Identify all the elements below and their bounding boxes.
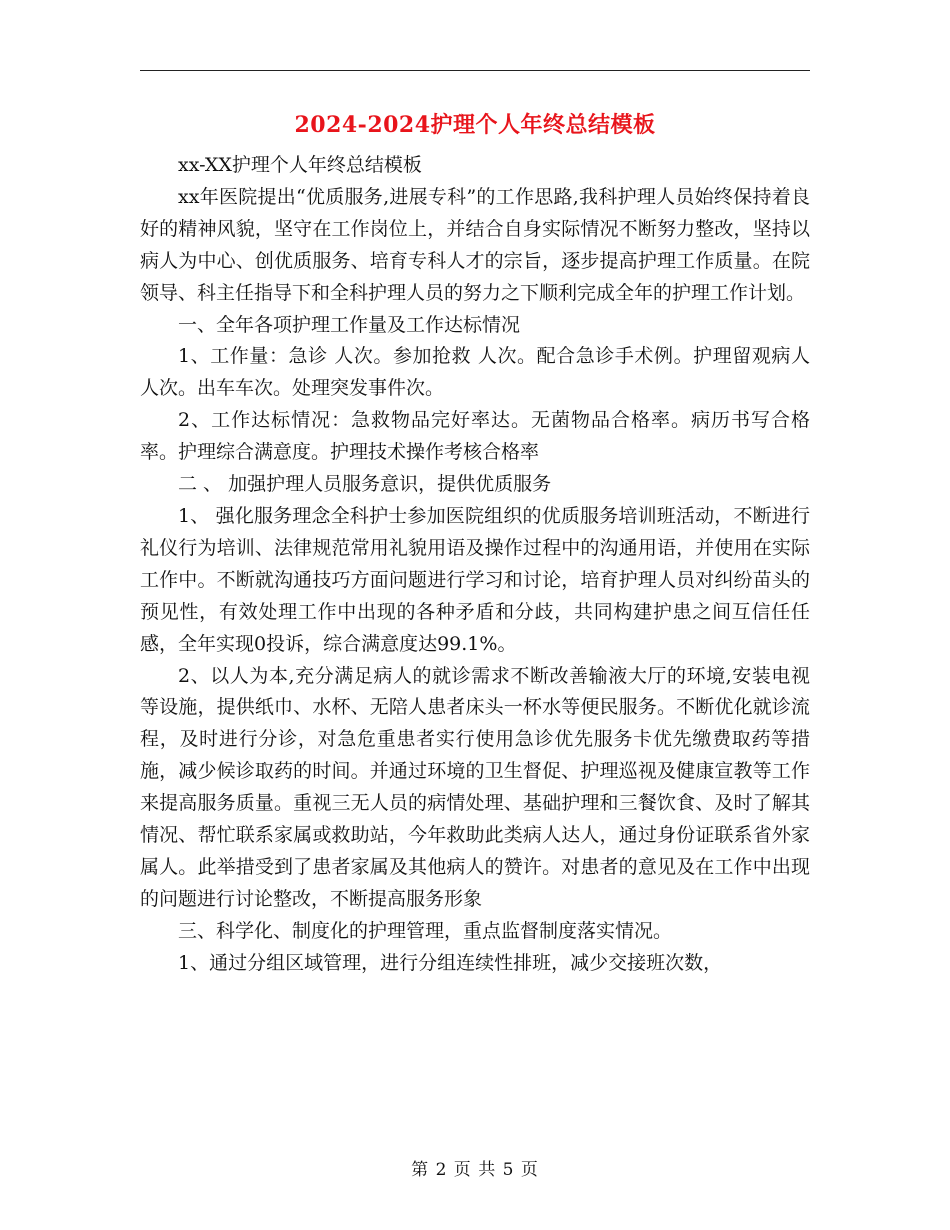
section-heading-1: 一、全年各项护理工作量及工作达标情况 bbox=[178, 313, 521, 336]
section-heading-3: 三、科学化、制度化的护理管理，重点监督制度落实情况。 bbox=[178, 919, 673, 942]
section-heading-2: 二 、 加强护理人员服务意识，提供优质服务 bbox=[178, 473, 552, 496]
page-number-footer: 第 2 页 共 5 页 bbox=[411, 1160, 539, 1180]
document-title: 2024-2024护理个人年终总结模板 bbox=[294, 112, 656, 138]
paragraph-service-concept: 1、 强化服务理念全科护士参加医院组织的优质服务培训班活动，不断进行礼仪行为培训、法律规范常用礼貌用语及操作过程中的沟通用语，并使用在实际工作中。不断就沟通技巧方面问题进行学习和讨论，培育护理人员对纠纷苗头的预见性，有效处理工作中出现的各种矛盾和分歧，共同构建护患之间互信任任感，全年实现0投诉，综合满意度达99.1%。 bbox=[140, 504, 810, 655]
paragraph-intro: xx年医院提出“优质服务,进展专科”的工作思路,我科护理人员始终保持着良好的精神风貌，坚守在工作岗位上，并结合自身实际情况不断努力整改，坚持以病人为中心、创优质服务、培育专科人才的宗旨，逐步提高护理工作质量。在院领导、科主任指导下和全科护理人员的努力之下顺利完成全年的护理工作计划。 bbox=[140, 185, 810, 304]
document-body bbox=[140, 150, 810, 980]
paragraph-workload: 1、工作量：急诊 人次。参加抢救 人次。配合急诊手术例。护理留观病人人次。出车车次。处理突发事件次。 bbox=[140, 345, 810, 400]
header-rule bbox=[140, 70, 810, 71]
paragraph-group-management: 1、通过分组区域管理，进行分组连续性排班，减少交接班次数， bbox=[178, 951, 723, 974]
paragraph-standards: 2、工作达标情况：急救物品完好率达。无菌物品合格率。病历书写合格率。护理综合满意度。护理技术操作考核合格率 bbox=[140, 409, 810, 464]
paragraph-patient-centered: 2、以人为本,充分满足病人的就诊需求不断改善输液大厅的环境,安装电视等设施，提供纸巾、水杯、无陪人患者床头一杯水等便民服务。不断优化就诊流程，及时进行分诊，对急危重患者实行使用急诊优先服务卡优先缴费取药等措施，减少候诊取药的时间。并通过环境的卫生督促、护理巡视及健康宣教等工作来提高服务质量。重视三无人员的病情处理、基础护理和三餐饮食、及时了解其情况、帮忙联系家属或救助站，今年救助此类病人达人，通过身份证联系省外家属人。此举措受到了患者家属及其他病人的赞许。对患者的意见及在工作中出现的问题进行讨论整改，不断提高服务形象 bbox=[140, 664, 810, 910]
paragraph-subtitle: xx-XX护理个人年终总结模板 bbox=[178, 154, 422, 176]
